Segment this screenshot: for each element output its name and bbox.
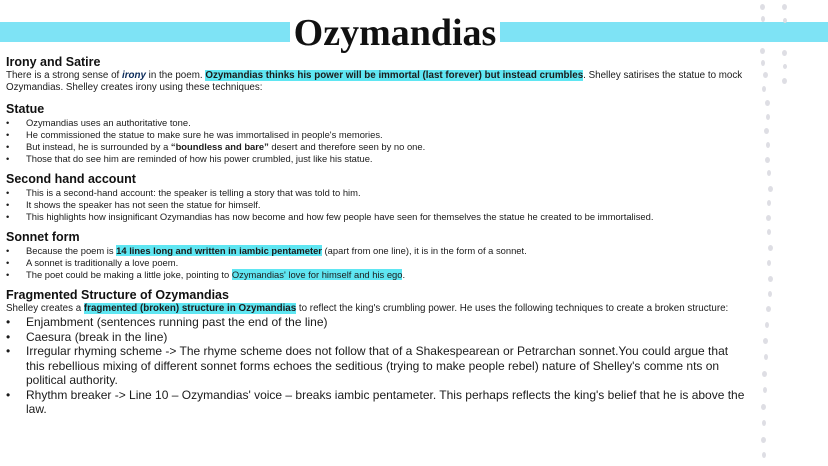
dot bbox=[767, 170, 771, 176]
dot bbox=[768, 245, 773, 251]
text: The poet could be making a little joke, pointing to bbox=[26, 269, 232, 280]
dot bbox=[761, 16, 765, 22]
list-item: • Ozymandias uses an authoritative tone. bbox=[6, 117, 746, 129]
list-item: • This is a second-hand account: the speaker is telling a story that was told to him. bbox=[6, 187, 746, 199]
bullet-list bbox=[6, 245, 746, 281]
irony-paragraph bbox=[6, 70, 746, 94]
dot bbox=[782, 4, 787, 10]
text: desert and therefore seen by no one. bbox=[268, 141, 426, 152]
text: (apart from one line), it is in the form of a sonnet. bbox=[321, 245, 527, 256]
text: in the poem. bbox=[145, 70, 206, 81]
list-item bbox=[6, 141, 746, 153]
dot bbox=[766, 142, 770, 148]
dot bbox=[765, 157, 770, 163]
section-second-hand bbox=[6, 172, 746, 223]
dot bbox=[766, 114, 770, 120]
dot bbox=[765, 322, 769, 328]
section-heading: Fragmented Structure of Ozymandias bbox=[6, 288, 229, 302]
dot bbox=[763, 338, 768, 344]
dot bbox=[783, 18, 787, 23]
section-statue bbox=[6, 102, 746, 165]
dot bbox=[766, 306, 771, 312]
dot bbox=[765, 100, 770, 106]
dot bbox=[768, 186, 773, 192]
dot bbox=[764, 354, 768, 360]
quote: “boundless and bare” bbox=[170, 141, 269, 152]
dot bbox=[764, 128, 769, 134]
list-item bbox=[6, 269, 746, 281]
text: to reflect the king's crumbling power. He uses the following techniques to create a broken structure: bbox=[296, 303, 729, 314]
dot bbox=[767, 200, 771, 206]
dot bbox=[760, 4, 765, 10]
list-item: • Irregular rhyming scheme -> The rhyme scheme does not follow that of a Shakespearean or Petrarchan sonnet.You could argue that this rebellious mixing of different sonnet forms echoes the seditious (trying to make people rebel) nature of Shelley's comme nts on political authority. bbox=[6, 344, 746, 388]
list-item: • It shows the speaker has not seen the statue for himself. bbox=[6, 199, 746, 211]
list-item: • A sonnet is traditionally a love poem. bbox=[6, 257, 746, 269]
dot bbox=[768, 276, 773, 282]
title-box bbox=[290, 10, 500, 54]
dot bbox=[761, 437, 766, 443]
dot bbox=[763, 387, 767, 393]
dot bbox=[782, 50, 787, 56]
section-heading: Second hand account bbox=[6, 172, 136, 186]
dot bbox=[766, 215, 771, 221]
list-item: • Caesura (break in the line) bbox=[6, 330, 746, 345]
section-heading: Irony and Satire bbox=[6, 55, 101, 69]
dot bbox=[762, 86, 766, 92]
dot bbox=[761, 404, 766, 410]
dot bbox=[767, 260, 771, 266]
irony-emphasis: irony bbox=[122, 70, 146, 81]
dot bbox=[762, 452, 766, 458]
page-title: Ozymandias bbox=[293, 12, 497, 54]
dot bbox=[760, 48, 765, 54]
dot bbox=[767, 229, 771, 235]
list-item bbox=[6, 245, 746, 257]
content bbox=[6, 55, 746, 417]
text: Shelley creates a bbox=[6, 303, 84, 314]
text: But instead, he is surrounded by a bbox=[26, 141, 171, 152]
text: . bbox=[402, 269, 406, 280]
section-fragmented bbox=[6, 288, 746, 417]
highlight: Ozymandias thinks his power will be immortal (last forever) but instead crumbles bbox=[205, 70, 584, 81]
dot bbox=[761, 60, 765, 66]
dot bbox=[782, 78, 787, 84]
highlight: 14 lines long and written in iambic pentameter bbox=[116, 245, 322, 256]
dot bbox=[783, 64, 787, 69]
dot bbox=[762, 371, 767, 377]
list-item: • This highlights how insignificant Ozymandias has now become and how few people have seen for themselves the statue he created to be immortalised. bbox=[6, 211, 746, 223]
section-heading: Statue bbox=[6, 102, 45, 116]
text: There is a strong sense of bbox=[6, 70, 122, 81]
dot bbox=[763, 72, 768, 78]
bullet-list bbox=[6, 117, 746, 165]
text: . Shelley satirises the statue to mock Ozymandias. Shelley creates irony using these techniques: bbox=[6, 70, 743, 93]
bullet-list bbox=[6, 187, 746, 223]
section-irony bbox=[6, 55, 746, 94]
section-sonnet bbox=[6, 230, 746, 281]
list-item: • Enjambment (sentences running past the end of the line) bbox=[6, 315, 746, 330]
bullet-list bbox=[6, 315, 746, 417]
highlight: fragmented (broken) structure in Ozymandias bbox=[83, 303, 297, 314]
dot bbox=[768, 291, 772, 297]
section-heading: Sonnet form bbox=[6, 230, 80, 244]
text: Because the poem is bbox=[26, 245, 117, 256]
list-item: • Those that do see him are reminded of how his power crumbled, just like his statue. bbox=[6, 153, 746, 165]
fragmented-paragraph bbox=[6, 303, 746, 315]
highlight: Ozymandias' love for himself and his ego bbox=[231, 269, 403, 280]
list-item: • Rhythm breaker -> Line 10 – Ozymandias' voice – breaks iambic pentameter. This perhaps reflects the king's belief that he is above the law. bbox=[6, 388, 746, 417]
dot bbox=[762, 420, 766, 426]
list-item: • He commissioned the statue to make sure he was immortalised in people's memories. bbox=[6, 129, 746, 141]
decorative-dots bbox=[752, 0, 828, 466]
